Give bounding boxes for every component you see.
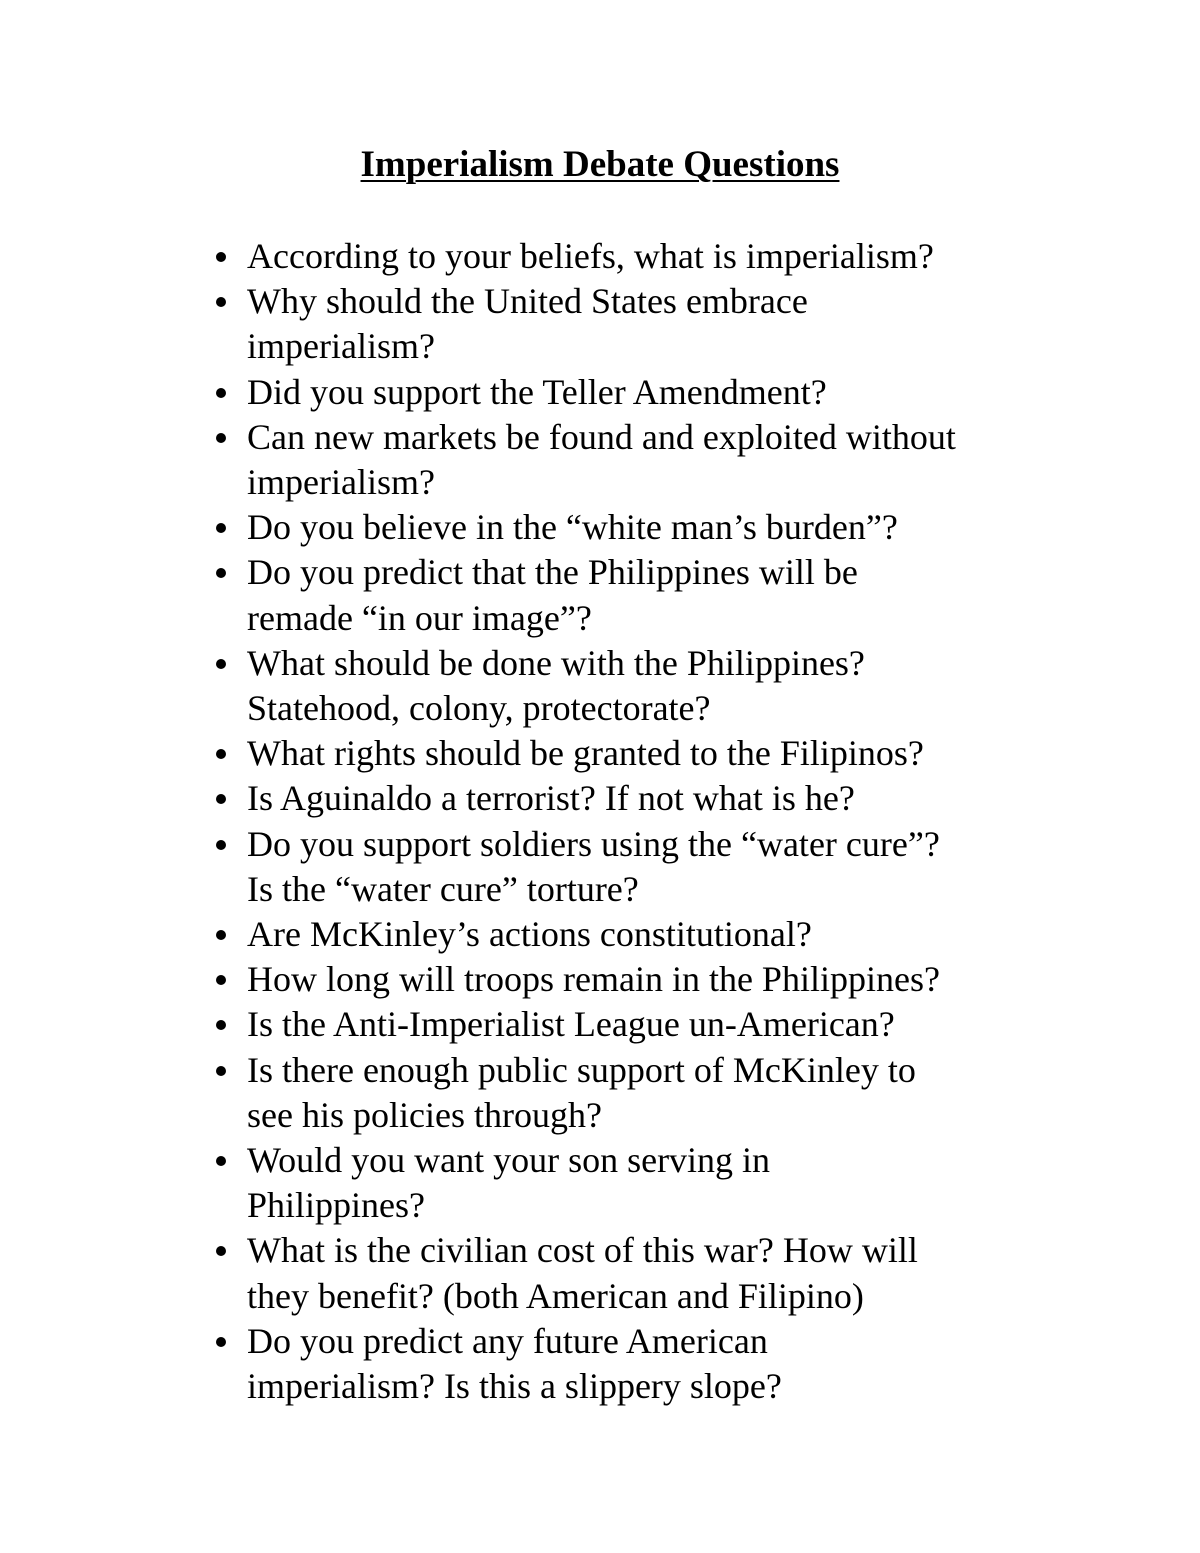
bullet-icon — [216, 1337, 226, 1347]
question-text-line: Do you predict that the Philippines will be — [247, 552, 858, 593]
question-text-line: they benefit? (both American and Filipino) — [247, 1275, 864, 1316]
question-item — [247, 234, 1047, 279]
question-text-line: imperialism? — [247, 462, 435, 503]
question-item — [247, 279, 1047, 369]
bullet-icon — [216, 433, 226, 443]
question-item — [247, 1002, 1047, 1047]
bullet-icon — [216, 840, 226, 850]
question-text-line: Do you predict any future American — [247, 1320, 768, 1361]
bullet-icon — [216, 1246, 226, 1256]
question-item — [247, 1138, 1047, 1228]
question-item — [247, 505, 1047, 550]
bullet-icon — [216, 252, 226, 262]
question-item — [247, 550, 1047, 640]
question-text-line: Philippines? — [247, 1185, 425, 1226]
question-text-line: Do you support soldiers using the “water cure”? — [247, 823, 940, 864]
question-item — [247, 731, 1047, 776]
question-item — [247, 822, 1047, 912]
document-title: Imperialism Debate Questions — [360, 144, 840, 185]
question-text-line: Is Aguinaldo a terrorist? If not what is he? — [247, 778, 855, 819]
question-text-line: Do you believe in the “white man’s burden”? — [247, 507, 898, 548]
question-text-line: Is there enough public support of McKinley to — [247, 1049, 916, 1090]
question-text-line: How long will troops remain in the Philippines? — [247, 959, 940, 1000]
question-item — [247, 1228, 1047, 1318]
question-text-line: Are McKinley’s actions constitutional? — [247, 914, 812, 955]
question-text-line: What rights should be granted to the Filipinos? — [247, 733, 924, 774]
question-item — [247, 776, 1047, 821]
question-text-line: see his policies through? — [247, 1094, 602, 1135]
bullet-icon — [216, 523, 226, 533]
question-item — [247, 641, 1047, 731]
question-item — [247, 1319, 1047, 1409]
question-item — [247, 957, 1047, 1002]
bullet-icon — [216, 749, 226, 759]
question-text-line: According to your beliefs, what is imperialism? — [247, 236, 934, 276]
question-text-line: Statehood, colony, protectorate? — [247, 688, 711, 729]
question-text-line: What should be done with the Philippines? — [247, 642, 865, 683]
bullet-icon — [216, 1020, 226, 1030]
question-item — [247, 370, 1047, 415]
bullet-icon — [216, 1156, 226, 1166]
bullet-icon — [216, 930, 226, 940]
bullet-icon — [216, 388, 226, 398]
bullet-icon — [216, 659, 226, 669]
bullet-icon — [216, 568, 226, 578]
question-text-line: What is the civilian cost of this war? How will — [247, 1230, 918, 1271]
bullet-icon — [216, 794, 226, 804]
question-text-line: Why should the United States embrace — [247, 281, 808, 322]
question-text-line: Is the “water cure” torture? — [247, 868, 639, 909]
question-item — [247, 1048, 1047, 1138]
question-item — [247, 415, 1047, 505]
bullet-icon — [216, 975, 226, 985]
bullet-icon — [216, 297, 226, 307]
question-text-line: remade “in our image”? — [247, 597, 592, 638]
bullet-icon — [216, 1066, 226, 1076]
question-list — [247, 234, 1047, 1409]
question-text-line: imperialism? Is this a slippery slope? — [247, 1366, 782, 1407]
question-text-line: Would you want your son serving in — [247, 1140, 771, 1181]
question-text-line: Can new markets be found and exploited without — [247, 416, 956, 457]
question-text-line: Did you support the Teller Amendment? — [247, 371, 827, 412]
question-item — [247, 912, 1047, 957]
question-text-line: imperialism? — [247, 326, 435, 367]
question-text-line: Is the Anti-Imperialist League un-American? — [247, 1004, 895, 1045]
